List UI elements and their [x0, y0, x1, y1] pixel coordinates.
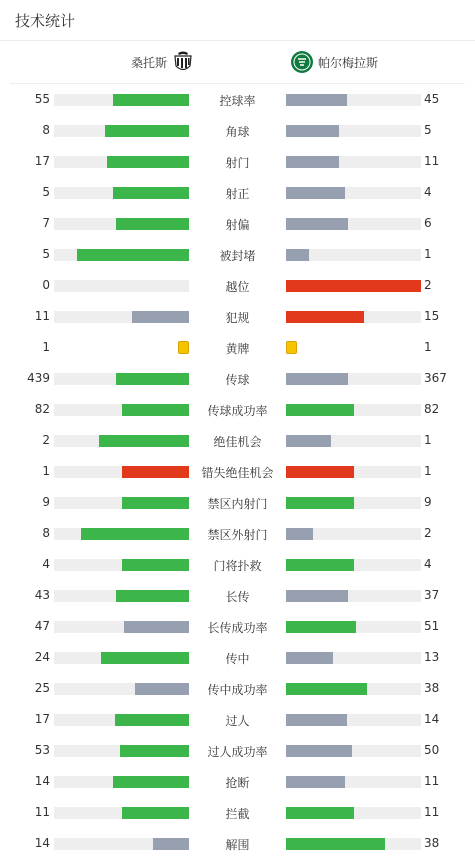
home-bar-fill [122, 466, 190, 478]
away-bar-track [286, 466, 421, 478]
away-bar-fill [286, 683, 367, 695]
stat-label: 过人成功率 [207, 745, 268, 759]
away-bar-track [286, 187, 421, 199]
away-value: 15 [424, 309, 440, 323]
away-bar-fill [286, 280, 421, 292]
home-team[interactable] [131, 50, 195, 74]
away-value: 82 [424, 402, 440, 416]
away-bar-track [286, 94, 421, 106]
home-value: 14 [34, 774, 50, 788]
home-bar-track [54, 435, 189, 447]
stat-label: 抢断 [225, 776, 250, 790]
home-bar-track [54, 249, 189, 261]
away-bar-track [286, 714, 421, 726]
home-bar-track [54, 807, 189, 819]
home-bar-fill [77, 249, 189, 261]
home-bar-track [54, 745, 189, 757]
away-bar-fill [286, 94, 347, 106]
away-value: 11 [424, 805, 440, 819]
stat-label: 越位 [225, 280, 250, 294]
stat-row [0, 704, 475, 735]
stat-row [0, 301, 475, 332]
stat-label: 过人 [225, 714, 250, 728]
away-bar-fill [286, 466, 354, 478]
home-value: 8 [42, 123, 50, 137]
stat-label: 错失绝佳机会 [201, 466, 274, 480]
stats-list [0, 84, 475, 859]
away-bar-fill [286, 745, 352, 757]
away-value: 6 [424, 216, 432, 230]
home-value: 439 [27, 371, 50, 385]
stat-row [0, 394, 475, 425]
home-bar-track [54, 156, 189, 168]
home-bar-track [54, 621, 189, 633]
stat-row [0, 673, 475, 704]
stat-row [0, 735, 475, 766]
stat-label: 被封堵 [219, 249, 256, 263]
away-value: 51 [424, 619, 440, 633]
stat-label: 绝佳机会 [213, 435, 262, 449]
away-bar-track [286, 559, 421, 571]
away-bar-track [286, 590, 421, 602]
away-bar-fill [286, 125, 339, 137]
home-bar-fill [107, 156, 189, 168]
stat-row [0, 518, 475, 549]
home-value: 82 [34, 402, 50, 416]
home-value: 7 [42, 216, 50, 230]
away-bar-track [286, 528, 421, 540]
home-bar-fill [81, 528, 189, 540]
home-value: 11 [34, 805, 50, 819]
stat-row [0, 828, 475, 859]
stat-label: 门将扑救 [213, 559, 262, 573]
away-bar-fill [286, 497, 354, 509]
stats-header [0, 0, 475, 41]
home-bar-track [54, 404, 189, 416]
away-bar-track [286, 404, 421, 416]
away-bar-track [286, 745, 421, 757]
stat-label: 解围 [225, 838, 250, 852]
home-bar-fill [122, 404, 190, 416]
away-bar-track [286, 373, 421, 385]
home-bar-fill [113, 94, 189, 106]
away-bar-track [286, 807, 421, 819]
stat-row [0, 797, 475, 828]
away-bar-track [286, 838, 421, 850]
away-bar-track [286, 683, 421, 695]
away-bar-fill [286, 838, 385, 850]
home-bar-track [54, 528, 189, 540]
home-bar-track [54, 559, 189, 571]
away-bar-fill [286, 249, 309, 261]
home-value: 17 [34, 712, 50, 726]
home-value: 47 [34, 619, 50, 633]
home-value: 24 [34, 650, 50, 664]
home-value: 8 [42, 526, 50, 540]
home-value: 53 [34, 743, 50, 757]
away-bar-fill [286, 528, 313, 540]
home-value: 14 [34, 836, 50, 850]
home-bar-fill [135, 683, 189, 695]
palmeiras-crest-icon [290, 50, 314, 74]
away-bar-fill [286, 776, 345, 788]
away-value: 1 [424, 247, 432, 261]
stat-label: 射正 [225, 187, 250, 201]
away-value: 11 [424, 774, 440, 788]
away-value: 367 [424, 371, 447, 385]
home-bar-track [54, 683, 189, 695]
away-bar-track [286, 280, 421, 292]
stat-label: 传中 [225, 652, 250, 666]
home-bar-fill [99, 435, 189, 447]
away-value: 37 [424, 588, 440, 602]
away-bar-track [286, 125, 421, 137]
home-bar-track [54, 776, 189, 788]
home-value: 11 [34, 309, 50, 323]
home-bar-fill [124, 621, 189, 633]
stat-label: 控球率 [219, 94, 256, 108]
stat-row [0, 549, 475, 580]
home-bar-fill [116, 590, 189, 602]
home-bar-track [54, 187, 189, 199]
stat-row [0, 115, 475, 146]
page-title: 技术统计 [15, 12, 76, 30]
home-bar-track [54, 311, 189, 323]
stat-row [0, 642, 475, 673]
away-bar-track [286, 435, 421, 447]
home-bar-fill [101, 652, 189, 664]
home-bar-fill [153, 838, 189, 850]
stat-label: 传中成功率 [207, 683, 268, 697]
home-bar-fill [116, 218, 189, 230]
away-value: 5 [424, 123, 432, 137]
stat-label: 拦截 [225, 807, 250, 821]
stat-label: 黄牌 [225, 342, 250, 356]
stat-row [0, 766, 475, 797]
away-bar-fill [286, 807, 354, 819]
away-value: 4 [424, 185, 432, 199]
away-bar-fill [286, 652, 333, 664]
away-bar-fill [286, 218, 348, 230]
away-value: 11 [424, 154, 440, 168]
stat-row [0, 425, 475, 456]
away-value: 38 [424, 836, 440, 850]
teams-header [10, 41, 465, 84]
home-value: 43 [34, 588, 50, 602]
away-bar-track [286, 311, 421, 323]
away-bar-fill [286, 404, 354, 416]
away-value: 1 [424, 433, 432, 447]
stat-row [0, 84, 475, 115]
home-value: 0 [42, 278, 50, 292]
away-bar-fill [286, 621, 356, 633]
stat-row [0, 270, 475, 301]
home-bar-fill [113, 776, 189, 788]
stat-row [0, 146, 475, 177]
stat-row [0, 580, 475, 611]
away-bar-fill [286, 435, 331, 447]
away-value: 13 [424, 650, 440, 664]
home-bar-fill [113, 187, 189, 199]
stat-label: 犯规 [225, 311, 250, 325]
home-bar-fill [120, 745, 189, 757]
away-bar-fill [286, 590, 348, 602]
home-value: 1 [42, 340, 50, 354]
away-bar-track [286, 249, 421, 261]
stat-row [0, 487, 475, 518]
away-value: 50 [424, 743, 440, 757]
away-bar-fill [286, 156, 339, 168]
away-bar-fill [286, 373, 348, 385]
home-value: 2 [42, 433, 50, 447]
home-value: 4 [42, 557, 50, 571]
home-value: 5 [42, 247, 50, 261]
stat-label: 射门 [225, 156, 250, 170]
stat-label: 禁区内射门 [207, 497, 268, 511]
home-bar-fill [115, 714, 189, 726]
home-team-name: 桑托斯 [130, 55, 167, 70]
away-bar-track [286, 776, 421, 788]
home-bar-track [54, 94, 189, 106]
away-bar-track [286, 497, 421, 509]
home-value: 55 [34, 92, 50, 106]
away-bar-track [286, 218, 421, 230]
away-value: 14 [424, 712, 440, 726]
stat-row [0, 332, 475, 363]
home-bar-track [54, 280, 189, 292]
home-bar-track [54, 714, 189, 726]
home-value: 1 [42, 464, 50, 478]
home-bar-fill [105, 125, 189, 137]
home-bar-fill [122, 559, 190, 571]
yellow-card-icon [178, 341, 189, 354]
stat-label: 长传成功率 [207, 621, 268, 635]
away-team-name: 帕尔梅拉斯 [318, 55, 379, 70]
stat-label: 传球 [225, 373, 250, 387]
stat-label: 射偏 [225, 218, 250, 232]
away-value: 2 [424, 278, 432, 292]
stat-row [0, 456, 475, 487]
away-bar-fill [286, 311, 364, 323]
away-value: 1 [424, 464, 432, 478]
home-bar-fill [122, 807, 190, 819]
away-value: 9 [424, 495, 432, 509]
home-bar-track [54, 466, 189, 478]
away-bar-track [286, 156, 421, 168]
stat-label: 角球 [225, 125, 250, 139]
home-value: 5 [42, 185, 50, 199]
home-bar-track [54, 125, 189, 137]
santos-crest-icon [171, 50, 195, 74]
yellow-card-icon [286, 341, 297, 354]
home-bar-track [54, 838, 189, 850]
stat-label: 禁区外射门 [207, 528, 268, 542]
stat-row [0, 239, 475, 270]
stat-label: 长传 [225, 590, 250, 604]
stat-row [0, 611, 475, 642]
away-value: 38 [424, 681, 440, 695]
home-value: 25 [34, 681, 50, 695]
away-bar-fill [286, 187, 345, 199]
home-value: 9 [42, 495, 50, 509]
away-bar-track [286, 621, 421, 633]
away-value: 1 [424, 340, 432, 354]
away-value: 45 [424, 92, 440, 106]
stat-row [0, 177, 475, 208]
stat-row [0, 208, 475, 239]
stat-label: 传球成功率 [207, 404, 268, 418]
home-bar-track [54, 590, 189, 602]
home-bar-fill [116, 373, 189, 385]
home-bar-track [54, 497, 189, 509]
home-value: 17 [34, 154, 50, 168]
away-bar-track [286, 652, 421, 664]
stat-row [0, 363, 475, 394]
away-team[interactable] [290, 50, 378, 74]
home-bar-track [54, 652, 189, 664]
away-bar-fill [286, 559, 354, 571]
away-bar-fill [286, 714, 347, 726]
home-bar-fill [132, 311, 189, 323]
home-bar-track [54, 373, 189, 385]
away-value: 4 [424, 557, 432, 571]
away-value: 2 [424, 526, 432, 540]
home-bar-track [54, 218, 189, 230]
home-bar-fill [122, 497, 190, 509]
